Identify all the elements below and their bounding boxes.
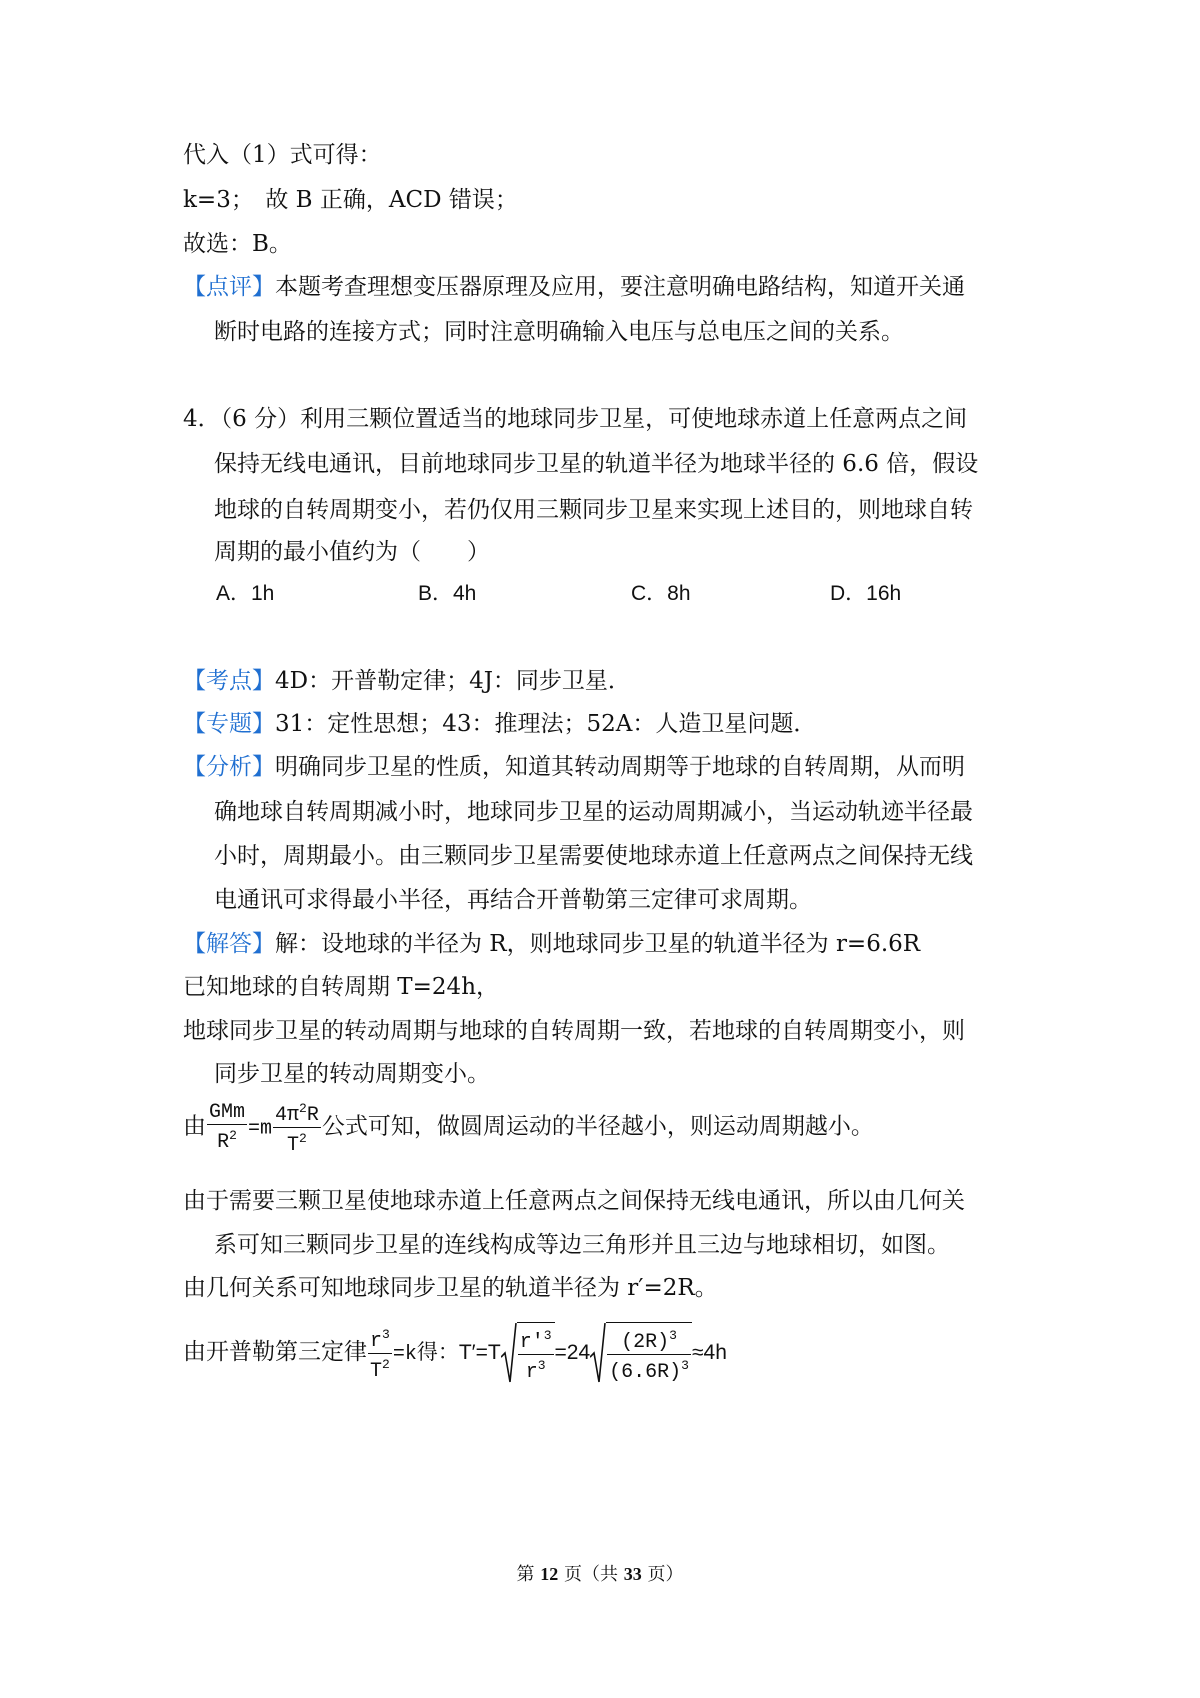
symbol-r: r <box>370 1329 383 1353</box>
jieda-line: 由几何关系可知地球同步卫星的轨道半径为 r′=2R。 <box>183 1275 718 1301</box>
exponent: 2 <box>229 1127 237 1143</box>
equals-m: =m <box>248 1117 273 1141</box>
comment-line: 断时电路的连接方式；同时注意明确输入电压与总电压之间的关系。 <box>214 319 904 345</box>
denominator <box>368 1354 392 1383</box>
fenxi-line: 电通讯可求得最小半径，再结合开普勒第三定律可求周期。 <box>214 887 812 913</box>
question-line: 保持无线电通讯，目前地球同步卫星的轨道半径为地球半径的 6.6 倍，假设 <box>214 451 979 477</box>
numerator: GMm <box>209 1100 246 1124</box>
footer-text: 第 <box>516 1564 541 1585</box>
text-line: 故选：B。 <box>183 231 292 257</box>
option-d: D．16h <box>830 582 902 605</box>
fenxi-line <box>183 752 965 782</box>
comment-line <box>183 272 965 302</box>
formula-derive: 得：T′=T <box>416 1341 501 1364</box>
kaodian-line <box>183 666 631 696</box>
jieda-line: 已知地球的自转周期 T=24h， <box>183 974 500 1000</box>
fenxi-line: 确地球自转周期减小时，地球同步卫星的运动周期减小，当运动轨迹半径最 <box>214 799 973 825</box>
jieda-line <box>183 929 920 959</box>
jieda-line: 地球同步卫星的转动周期与地球的自转周期一致，若地球的自转周期变小，则 <box>183 1018 965 1044</box>
fenxi-text: 明确同步卫星的性质，知道其转动周期等于地球的自转周期，从而明 <box>275 754 965 780</box>
comment-text: 本题考查理想变压器原理及应用，要注意明确电路结构，知道开关通 <box>275 274 965 300</box>
formula-prefix: 由开普勒第三定律 <box>183 1339 367 1365</box>
numerator <box>607 1325 691 1355</box>
denominator <box>607 1355 691 1384</box>
formula-kepler-line <box>183 1322 727 1384</box>
kaodian-tag: 【考点】 <box>183 668 275 694</box>
sqrt-content <box>606 1322 692 1384</box>
exponent: 2 <box>382 1356 390 1372</box>
radical-sign-icon <box>501 1322 517 1384</box>
symbol-r: R <box>306 1104 319 1127</box>
kaodian-text: 4D：开普勒定律；4J：同步卫星． <box>275 668 631 694</box>
radical-sign-icon <box>590 1322 606 1384</box>
exponent: 2 <box>299 1101 307 1116</box>
fraction-gmm-r2 <box>207 1102 247 1154</box>
exponent: 3 <box>543 1328 552 1343</box>
denominator <box>207 1125 247 1154</box>
exponent: 3 <box>537 1358 546 1373</box>
exponent: 3 <box>669 1328 677 1343</box>
term-2r: (2R) <box>621 1331 670 1354</box>
zhuanti-tag: 【专题】 <box>183 711 275 737</box>
jieda-line: 由于需要三颗卫星使地球赤道上任意两点之间保持无线电通讯，所以由几何关 <box>183 1188 965 1214</box>
formula-prefix: 由 <box>183 1113 206 1140</box>
fenxi-tag: 【分析】 <box>183 754 275 780</box>
symbol-r: R <box>217 1130 230 1154</box>
equals-24: =24 <box>554 1341 591 1364</box>
question-line: 4．（6 分）利用三颗位置适当的地球同步卫星，可使地球赤道上任意两点之间 <box>183 406 968 432</box>
jieda-text: 解：设地球的半径为 R，则地球同步卫星的轨道半径为 r=6.6R <box>275 931 921 957</box>
jieda-tag: 【解答】 <box>183 931 275 957</box>
symbol-r-prime: r′ <box>519 1331 544 1354</box>
footer-text: 页（共 <box>558 1564 624 1585</box>
zhuanti-line <box>183 709 816 739</box>
zhuanti-text: 31：定性思想；43：推理法；52A：人造卫星问题． <box>275 711 817 737</box>
denominator <box>518 1355 554 1384</box>
symbol-t: T <box>287 1134 300 1157</box>
footer-text: 页） <box>641 1564 684 1585</box>
fraction-rp3-r3 <box>518 1325 554 1384</box>
option-b: B．4h <box>418 582 477 605</box>
exponent: 3 <box>382 1326 390 1342</box>
fraction-4pi2r-t2 <box>273 1098 321 1157</box>
fenxi-line: 小时，周期最小。由三颗同步卫星需要使地球赤道上任意两点之间保持无线 <box>214 843 973 869</box>
jieda-line: 系可知三颗同步卫星的连线构成等边三角形并且三边与地球相切，如图。 <box>214 1232 950 1258</box>
numerator <box>273 1098 321 1128</box>
formula-suffix: 公式可知，做圆周运动的半径越小，则运动周期越小。 <box>321 1113 874 1140</box>
jieda-line: 同步卫星的转动周期变小。 <box>214 1061 490 1087</box>
option-a: A．1h <box>216 582 275 605</box>
sqrt-content <box>517 1322 555 1384</box>
sqrt-ratio-1 <box>501 1322 555 1384</box>
exponent: 3 <box>681 1358 689 1373</box>
text-line: 代入（1）式可得： <box>183 142 382 168</box>
fraction-2r3-66r3 <box>607 1325 691 1384</box>
comment-tag: 【点评】 <box>183 274 275 300</box>
fraction-r3-t2 <box>368 1324 392 1383</box>
numerator <box>518 1325 554 1355</box>
equals-k: =k <box>392 1343 417 1366</box>
exponent: 2 <box>299 1131 307 1146</box>
question-line: 地球的自转周期变小，若仍仅用三颗同步卫星来实现上述目的，则地球自转 <box>214 497 973 523</box>
question-line: 周期的最小值约为（ ） <box>214 539 490 565</box>
page-footer <box>0 1562 1200 1587</box>
sqrt-ratio-2 <box>590 1322 692 1384</box>
current-page-number: 12 <box>540 1564 559 1584</box>
text-line: k=3； 故 B 正确，ACD 错误； <box>183 187 518 213</box>
denominator <box>273 1128 321 1157</box>
numerator <box>368 1324 392 1354</box>
formula-gravity-line <box>183 1098 874 1157</box>
four-pi: 4π <box>275 1104 300 1127</box>
symbol-t: T <box>370 1359 383 1383</box>
symbol-r: r <box>525 1361 538 1384</box>
result-4h: ≈4h <box>691 1341 727 1364</box>
option-c: C．8h <box>631 582 691 605</box>
term-6-6r: (6.6R) <box>609 1361 682 1384</box>
total-page-number: 33 <box>623 1564 642 1584</box>
